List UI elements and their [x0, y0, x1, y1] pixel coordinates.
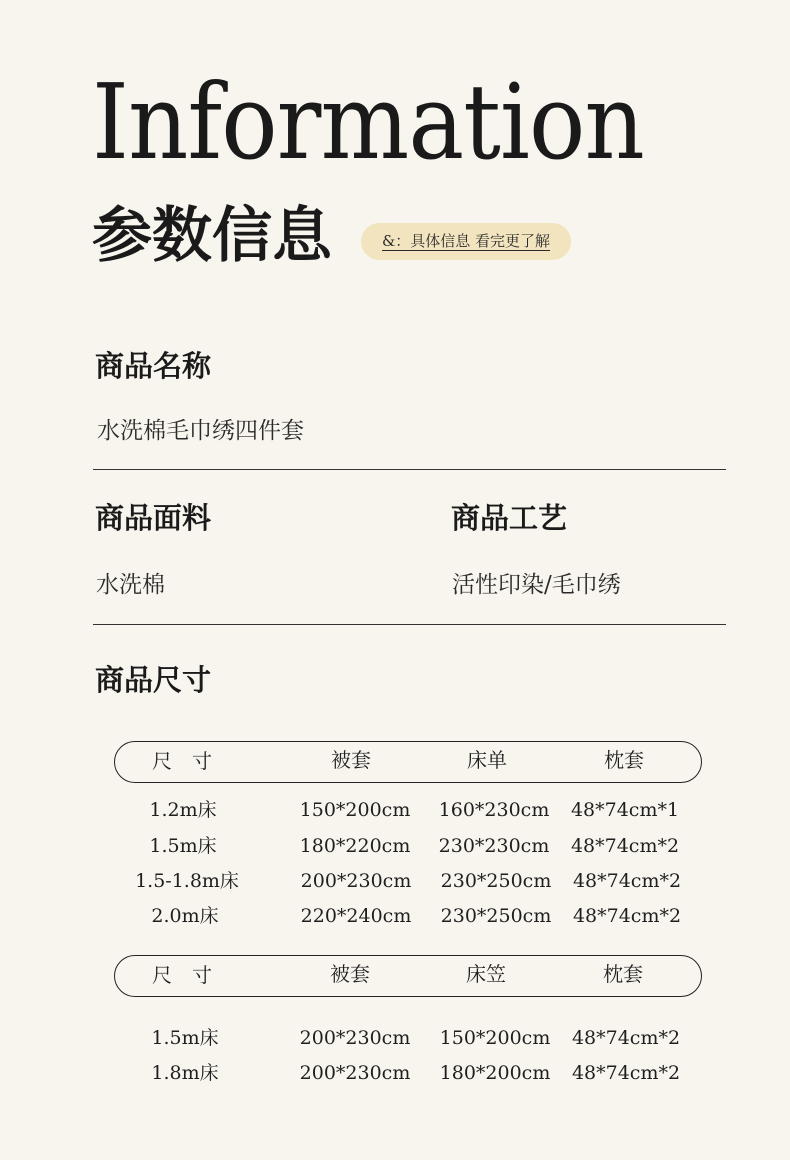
table2-header-size: 尺 寸 — [152, 963, 212, 987]
material-value: 水洗棉 — [96, 572, 165, 598]
table2-cell: 200*230cm — [299, 1062, 411, 1084]
table1-cell: 1.2m床 — [149, 799, 217, 821]
craft-value: 活性印染/毛巾绣 — [452, 572, 621, 598]
table1-cell: 220*240cm — [300, 905, 412, 927]
table1-header-sheet: 床单 — [467, 748, 507, 772]
material-label: 商品面料 — [95, 501, 212, 535]
table1-cell: 48*74cm*2 — [572, 905, 682, 927]
table2-header-fitted-sheet: 床笠 — [466, 962, 506, 986]
title-english: Information — [92, 61, 644, 183]
table1-cell: 1.5m床 — [149, 835, 217, 857]
table2-cell: 150*200cm — [439, 1027, 551, 1049]
table1-header-pillow: 枕套 — [604, 748, 644, 772]
table1-cell: 1.5-1.8m床 — [135, 870, 239, 892]
table1-cell: 2.0m床 — [151, 905, 219, 927]
table1-cell: 230*250cm — [440, 905, 552, 927]
info-note-badge — [361, 223, 571, 260]
product-name-label: 商品名称 — [95, 349, 212, 383]
table1-header-duvet: 被套 — [331, 748, 371, 772]
table2-cell: 1.5m床 — [151, 1027, 219, 1049]
craft-label: 商品工艺 — [451, 501, 568, 535]
table2-header-pillow: 枕套 — [603, 962, 643, 986]
divider — [93, 469, 726, 470]
title-chinese: 参数信息 — [92, 201, 332, 271]
table2-cell: 1.8m床 — [151, 1062, 219, 1084]
table1-cell: 200*230cm — [300, 870, 412, 892]
table1-cell: 160*230cm — [438, 799, 550, 821]
table1-cell: 48*74cm*2 — [572, 870, 682, 892]
info-note-text: &：具体信息 看完更了解 — [381, 232, 551, 250]
table2-cell: 180*200cm — [439, 1062, 551, 1084]
table1-cell: 150*200cm — [299, 799, 411, 821]
table2-header-duvet: 被套 — [330, 962, 370, 986]
table1-cell: 48*74cm*2 — [570, 835, 680, 857]
table2-cell: 200*230cm — [299, 1027, 411, 1049]
table1-header-size: 尺 寸 — [152, 749, 212, 773]
table1-cell: 230*250cm — [440, 870, 552, 892]
table1-cell: 230*230cm — [438, 835, 550, 857]
table1-cell: 48*74cm*1 — [570, 799, 680, 821]
table1-cell: 180*220cm — [299, 835, 411, 857]
size-label: 商品尺寸 — [95, 663, 212, 697]
divider — [93, 624, 726, 625]
table2-cell: 48*74cm*2 — [571, 1027, 681, 1049]
table2-cell: 48*74cm*2 — [571, 1062, 681, 1084]
product-name-value: 水洗棉毛巾绣四件套 — [97, 418, 304, 444]
